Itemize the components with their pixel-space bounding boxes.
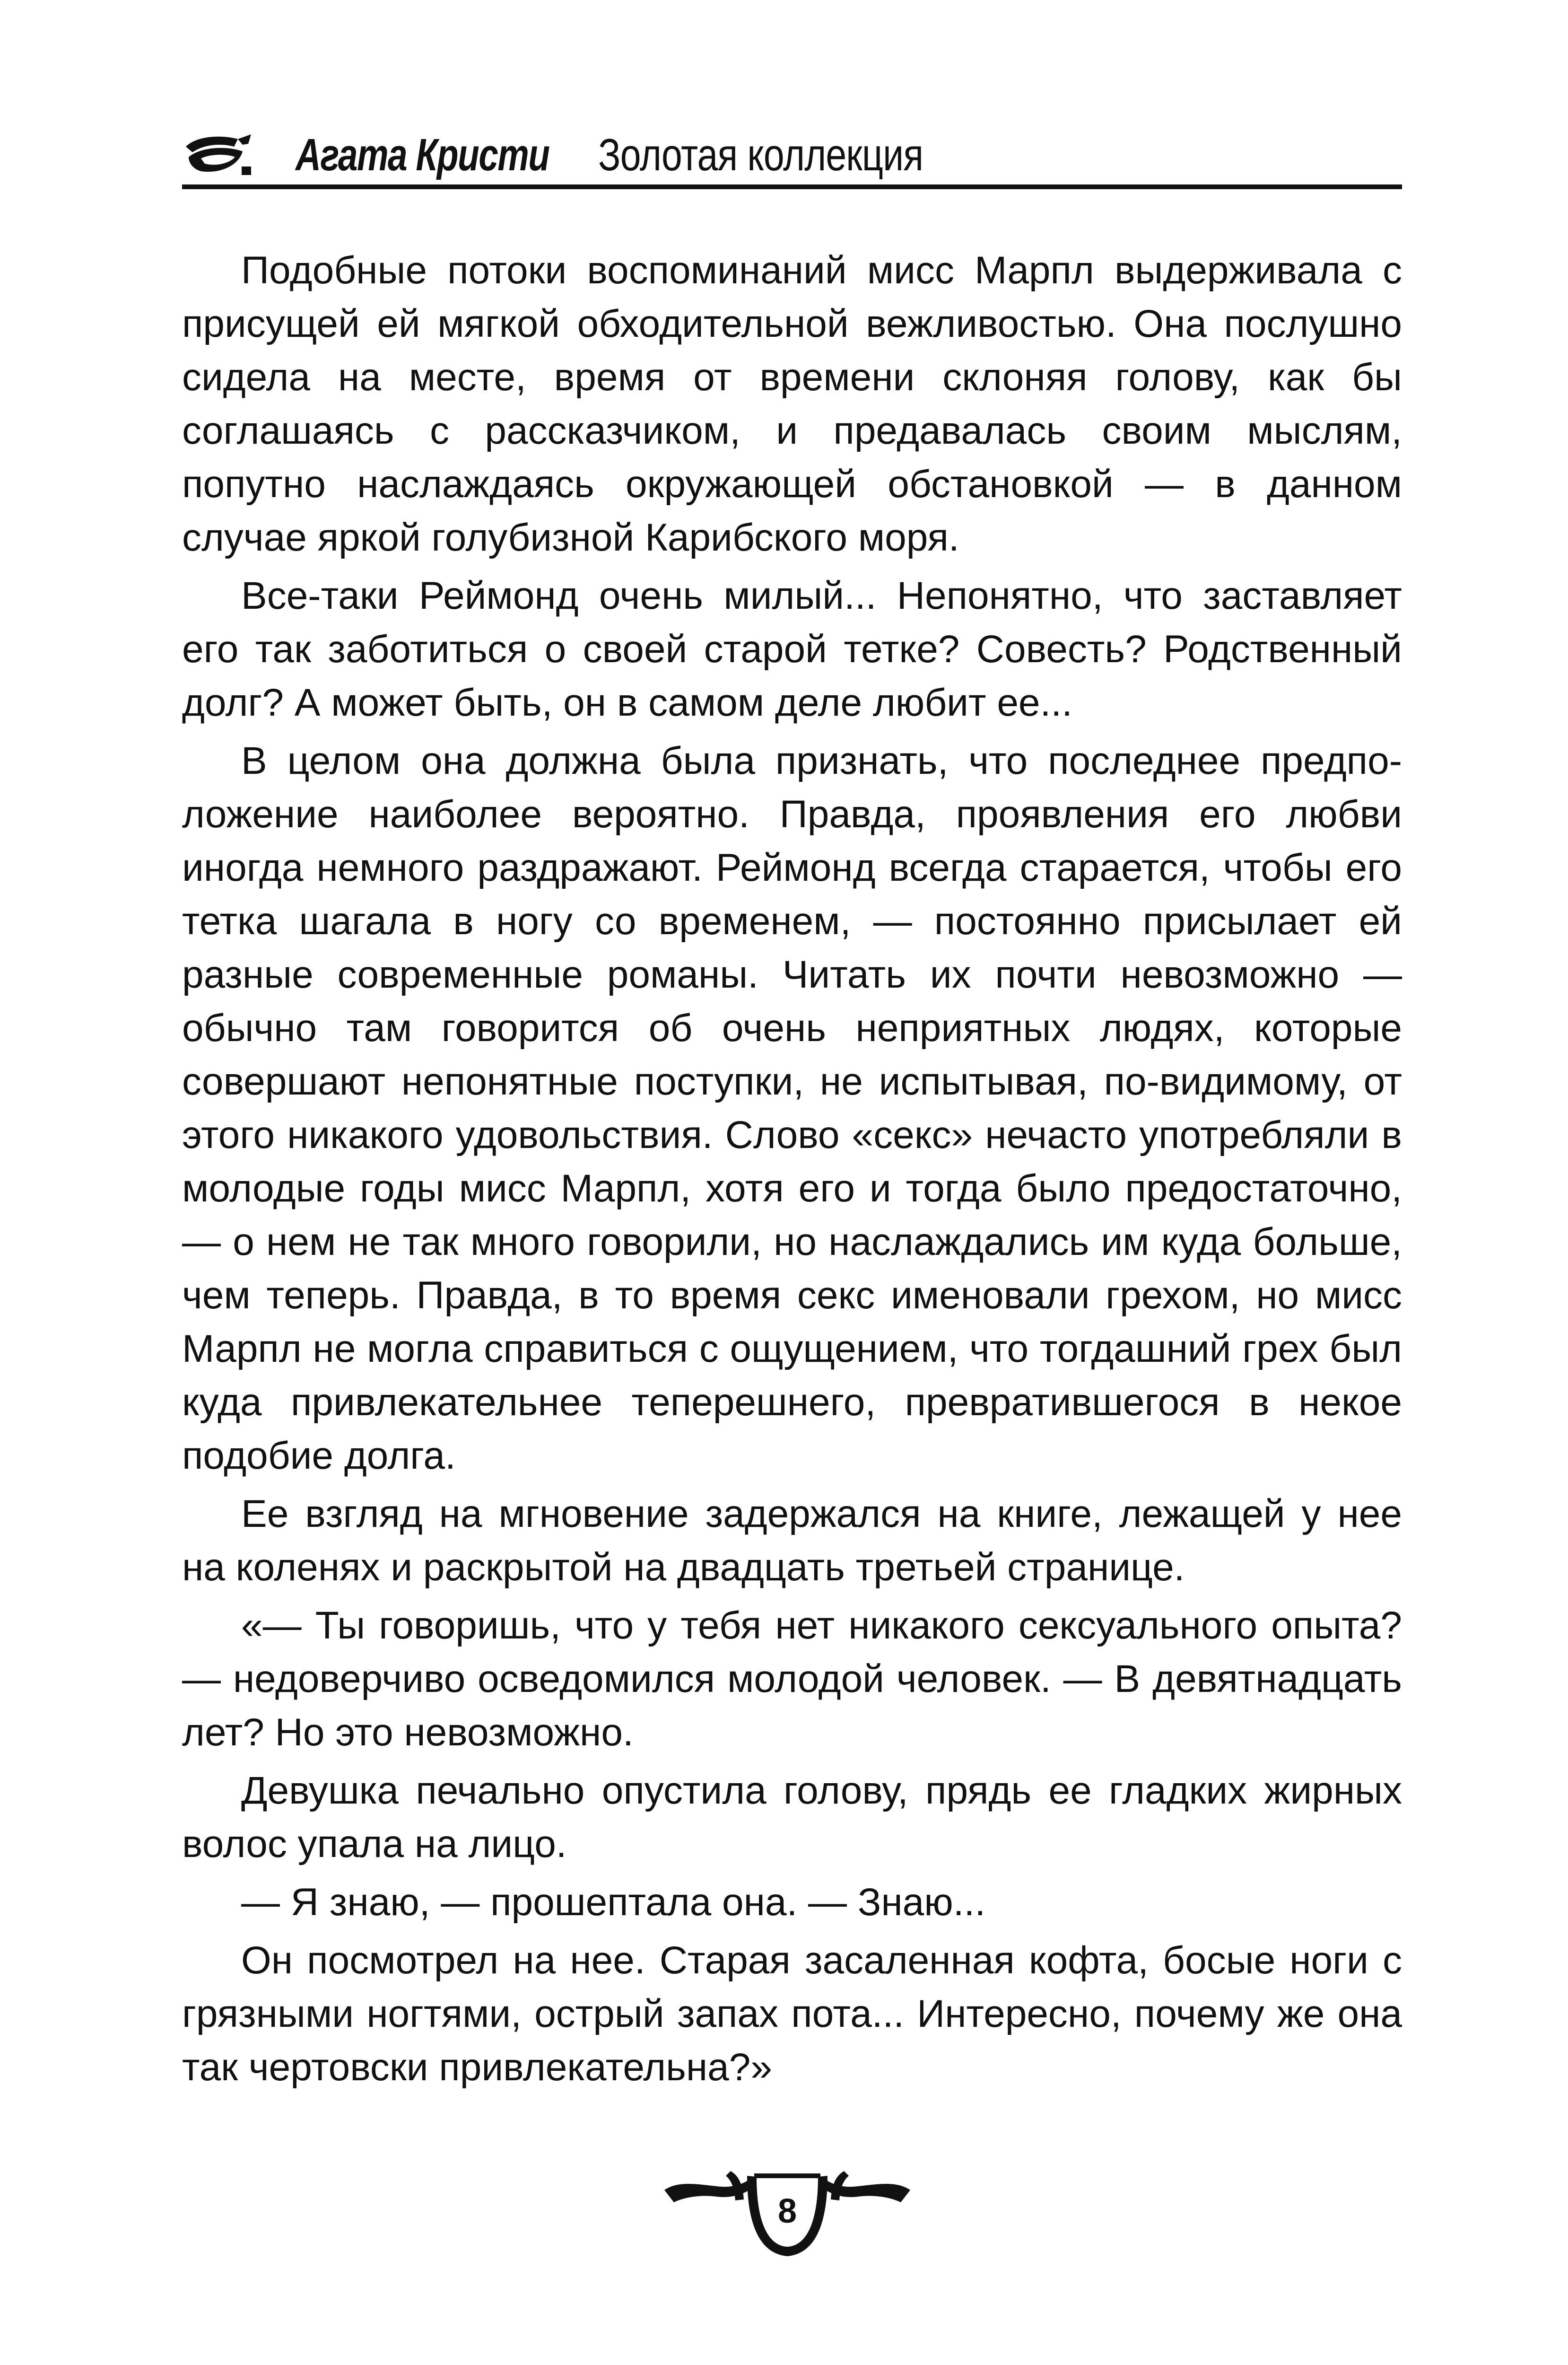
page-footer xyxy=(660,2157,915,2266)
paragraph: Он посмотрел на нее. Старая засаленная кофта, босые ноги с грязными ногтями, острый запах пота... Интересно, почему же она так чертовски привлекательна?» xyxy=(182,1939,1402,2089)
paragraph: Все-таки Реймонд очень милый... Непонятно, что заставляет его так заботиться о своей старой тетке? Совесть? Родственный долг? А может быть, он в самом деле любит ее... xyxy=(182,574,1402,724)
paragraph: Подобные потоки воспоминаний мисс Марпл выдерживала с присущей ей мягкой обходительной вежливостью. Она послушно сидела на месте, время от времени склоняя голову, как бы соглашаясь с рассказчиком, и предавалась своим мыслям, попутно наслаждаясь окружающей обстановкой — в данном случае яркой голубизной Карибского моря. xyxy=(182,249,1402,559)
paragraph: Девушка печально опустила голову, прядь ее гладких жирных волос упала на лицо. xyxy=(182,1769,1402,1866)
page-number: 8 xyxy=(777,2192,797,2230)
header-series: Золотая коллекция xyxy=(598,130,923,180)
paragraph: Ее взгляд на мгновение задержался на книге, лежащей у нее на коленях и раскрытой на двадцать третьей странице. xyxy=(182,1492,1402,1589)
paragraph: В целом она должна была признать, что последнее предположение наиболее вероятно. Правда, проявления его любви иногда немного раздражают. Реймонд всегда старается, чтобы его тетка шагала в ногу со временем, — постоянно присылает ей разные современные романы. Читать их почти невозможно — обычно там говорится об очень неприятных людях, которые совершают непонятные поступки, не испытывая, по-видимому, от этого никакого удовольствия. Слово «секс» нечасто употребляли в молодые годы мисс Марпл, хотя его и тогда было предостаточно, — о нем не так много говорили, но наслаждались им куда больше, чем теперь. Правда, в то время секс именовали грехом, но мисс Марпл не могла справиться с ощущением, что тогдашний грех был куда привлекательнее теперешнего, превратившегося в некое подобие долга. xyxy=(182,739,1402,1477)
header-author: Агата Кристи xyxy=(296,130,549,180)
header-rule xyxy=(182,184,1402,189)
running-header xyxy=(182,118,1402,194)
publisher-logo-icon xyxy=(182,132,253,177)
body-text xyxy=(182,244,1402,2099)
paragraph: «— Ты говоришь, что у тебя нет никакого сексуального опыта? — недоверчиво осведомился молодой человек. — В девятнадцать лет? Но это невозможно. xyxy=(182,1604,1402,1754)
paragraph: — Я знаю, — прошептала она. — Знаю... xyxy=(241,1881,986,1924)
